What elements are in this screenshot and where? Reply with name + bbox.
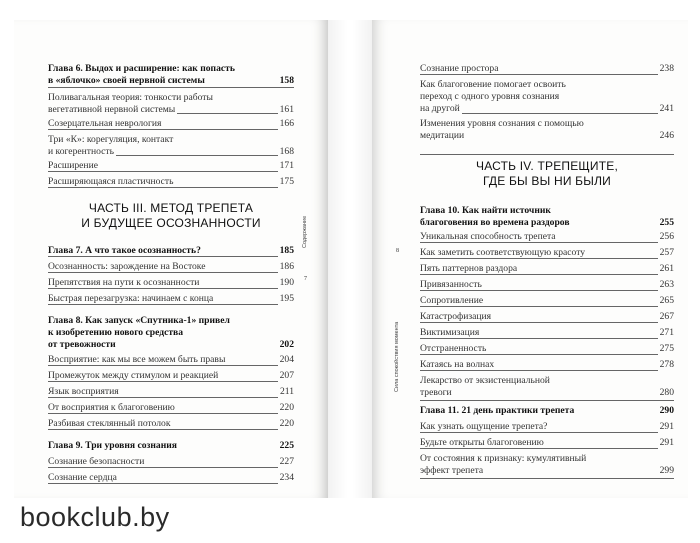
toc-entry-title-line: Осознанность: зарождение на Востоке [48,261,206,272]
toc-entry-page-number: 241 [659,103,674,115]
right-running-head: Сила спокойствия момента [394,321,400,392]
toc-entry-title-line: Расширение [48,160,98,171]
toc-entry-page-number: 175 [279,176,294,187]
separator-rule [420,354,674,355]
toc-entry-title-line: Сознание простора [420,63,499,74]
toc-entry-title-line: переход с одного уровня сознания [420,91,560,103]
toc-entry-title-line: Промежуток между стимулом и реакцией [48,370,219,381]
toc-entry-page-number: 299 [659,465,674,477]
part-heading [48,201,294,231]
toc-entry-title-line: на другой [420,103,460,115]
separator-rule [420,322,674,323]
toc-entry-title-line: Отстраненность [420,343,487,354]
toc-entry-title-line: медитации [420,130,465,142]
separator-rule [420,478,674,479]
toc-entry-page-number: 291 [659,437,674,448]
separator-rule [420,154,674,155]
toc-entry-title-line: Поливагальная теория: тонкости работы [48,92,213,103]
separator-rule [420,370,674,371]
separator-rule [48,381,294,382]
separator-rule [420,338,674,339]
toc-entry [48,63,294,87]
part-heading-line: И БУДУЩЕЕ ОСОЗНАННОСТИ [81,216,261,230]
toc-entry-title-line: Глава 8. Как запуск «Спутника-1» привел [48,315,230,326]
part-heading-line: ЧАСТЬ III. МЕТОД ТРЕПЕТА [88,201,254,215]
toc-entry-page-number: 234 [279,472,294,483]
toc-entry-title-line: благоговения во времена раздоров [420,217,570,229]
toc-entry-page-number: 275 [659,343,674,354]
toc-entry-title-line: Сознание сердца [48,472,117,483]
part-heading-line: ЧАСТЬ IV. ТРЕПЕЩИТЕ, [476,159,618,173]
left-page [14,20,328,498]
toc-entry-page-number: 168 [279,146,294,158]
toc-entry-page-number: 171 [279,160,294,171]
toc-entry-title-line: Как узнать ощущение трепета? [420,421,548,432]
separator-rule [48,129,294,130]
toc-entry-title-line: Катастрофизация [420,311,492,322]
toc-entry-title-line: Созерцательная неврология [48,118,162,129]
toc-entry-page-number: 257 [659,247,674,258]
separator-rule [48,429,294,430]
toc-entry-page-number: 238 [659,63,674,74]
toc-entry-page-number: 261 [659,263,674,274]
toc-entry-title-line: Лекарство от экзистенциальной [420,375,550,386]
toc-entry-title-line: к изобретению нового средства [48,327,184,339]
toc-entry [48,440,294,452]
left-running-head: Содержание [302,215,308,248]
toc-entry-title-line: Привязанность [420,279,482,290]
toc-entry-title-line: Как благоговение помогает освоить [420,79,566,90]
toc-entry-title-line: Препятствия на пути к осознанности [48,277,200,288]
separator-rule [420,400,674,401]
toc-entry-page-number: 263 [659,279,674,290]
toc-entry [420,405,674,417]
toc-entry [420,205,674,229]
toc-entry-page-number: 195 [279,293,294,304]
separator-rule [420,432,674,433]
separator-rule [420,242,674,243]
toc-entry-title-line: эффект трепета [420,465,484,477]
toc-entry [48,315,294,352]
toc-entry-title-line: Разбивая стеклянный потолок [48,418,171,429]
toc-entry-title-line: От состояния к признаку: кумулятивный [420,453,587,464]
separator-rule [420,306,674,307]
toc-entry-title-line: Уникальная способность трепета [420,231,556,242]
separator-rule [48,483,294,484]
left-page-number: 7 [304,276,307,282]
toc-entry-page-number: 225 [279,440,294,451]
toc-entry-title-line: Виктимизация [420,327,480,338]
separator-rule [420,258,674,259]
separator-rule [48,256,294,257]
separator-rule [48,304,294,305]
separator-rule [420,274,674,275]
toc-entry [420,118,674,142]
toc-entry-title-line: вегетативной нервной системы [48,104,176,116]
toc-entry-page-number: 186 [279,261,294,272]
toc-entry-page-number: 256 [659,231,674,242]
part-heading [420,159,674,189]
toc-entry-page-number: 220 [279,418,294,429]
toc-entry-title-line: и когерентность [48,146,114,158]
toc-entry-title-line: Глава 9. Три уровня сознания [48,440,177,451]
separator-rule [48,272,294,273]
toc-entry-title-line: Будьте открыты благоговению [420,437,544,448]
part-heading-line: ГДЕ БЫ ВЫ НИ БЫЛИ [483,174,611,188]
toc-entry-page-number: 291 [659,421,674,432]
toc-entry-page-number: 246 [659,130,674,142]
separator-rule [48,397,294,398]
toc-entry-page-number: 280 [659,387,674,399]
toc-entry-title-line: тревоги [420,387,452,399]
toc-entry [420,375,674,399]
toc-entry-page-number: 255 [659,217,674,229]
toc-entry-title-line: Изменения уровня сознания с помощью [420,118,584,129]
separator-rule [420,290,674,291]
toc-entry-page-number: 158 [279,75,294,87]
toc-entry-page-number: 204 [279,354,294,365]
separator-rule [48,288,294,289]
watermark: bookclub.by [20,502,170,532]
toc-entry-page-number: 185 [279,245,294,256]
toc-entry-title-line: в «яблочко» своей нервной системы [48,75,205,87]
separator-rule [420,448,674,449]
toc-entry-title-line: Быстрая перезагрузка: начинаем с конца [48,293,214,304]
separator-rule [48,171,294,172]
toc-entry-title-line: Три «К»: корегуляция, контакт [48,134,174,145]
toc-entry [420,453,674,477]
separator-rule [48,87,294,88]
toc-entry-title-line: Пять паттернов раздора [420,263,518,274]
toc-entry [420,79,674,116]
toc-entry-page-number: 207 [279,370,294,381]
toc-entry-title-line: Расширяющаяся пластичность [48,176,174,187]
toc-entry-title-line: Глава 10. Как найти источник [420,205,551,216]
separator-rule [48,187,294,188]
toc-entry-title-line: Глава 6. Выдох и расширение: как попасть [48,63,235,74]
toc-entry-title-line: от тревожности [48,339,116,351]
separator-rule [48,467,294,468]
separator-rule [48,413,294,414]
toc-entry-page-number: 211 [279,386,294,397]
toc-entry-page-number: 227 [279,456,294,467]
toc-entry-title-line: Катаясь на волнах [420,359,495,370]
toc-entry-title-line: Глава 11. 21 день практики трепета [420,405,575,416]
toc-entry-page-number: 290 [659,405,674,416]
separator-rule [48,365,294,366]
toc-entry-title-line: От восприятия к благоговению [48,402,175,413]
toc-entry-page-number: 161 [279,104,294,116]
toc-entry-title-line: Глава 7. А что такое осознанность? [48,245,201,256]
toc-entry-page-number: 166 [279,118,294,129]
toc-entry-title-line: Язык восприятия [48,386,119,397]
toc-entry-page-number: 265 [659,295,674,306]
toc-entry-title-line: Восприятие: как мы все можем быть правы [48,354,226,365]
toc-entry-title-line: Сопротивление [420,295,484,306]
toc-entry-page-number: 190 [279,277,294,288]
toc-entry-page-number: 202 [279,339,294,351]
separator-rule [420,74,674,75]
toc-entry-page-number: 220 [279,402,294,413]
toc-entry-title-line: Сознание безопасности [48,456,145,467]
toc-entry-title-line: Как заметить соответствующую красоту [420,247,586,258]
right-page [372,20,688,498]
toc-entry-page-number: 271 [659,327,674,338]
gutter [328,20,372,498]
toc-entry-page-number: 278 [659,359,674,370]
right-page-number: 8 [396,248,399,254]
toc-entry-page-number: 267 [659,311,674,322]
